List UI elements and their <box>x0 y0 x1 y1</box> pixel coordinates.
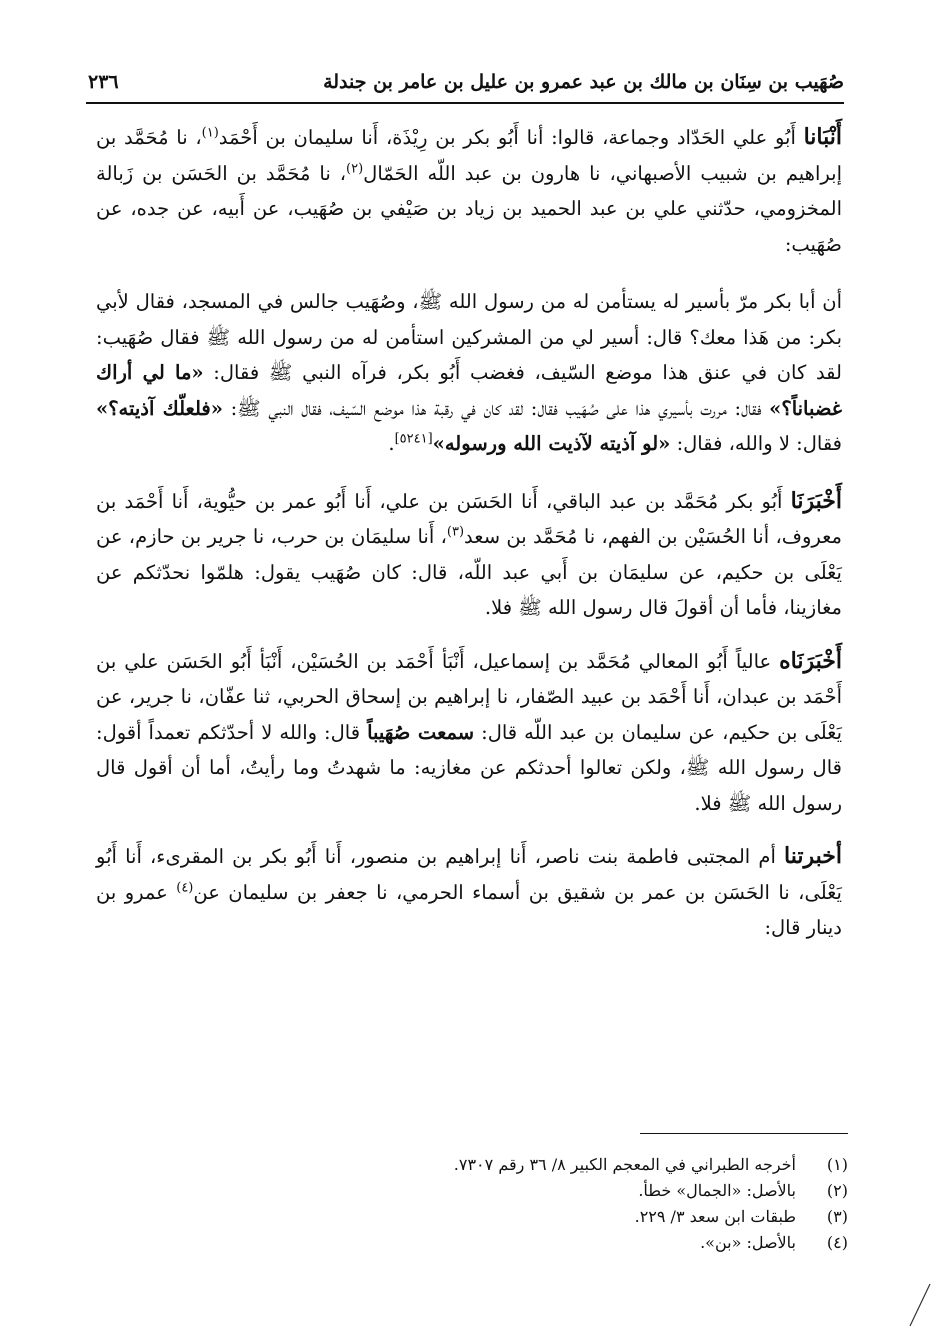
footnote-text: أخرجه الطبراني في المعجم الكبير ٨/ ٣٦ رقم ٧٣٠٧. <box>453 1155 796 1174</box>
footnote-text: طبقات ابن سعد ٣/ ٢٢٩. <box>634 1207 796 1226</box>
hadith-quote: «فلعلّك آذيته؟» <box>96 396 223 420</box>
footnote-item <box>300 1230 848 1256</box>
header-rule <box>86 102 844 104</box>
paragraph-text: أَبُو علي الحَدّاد وجماعة، قالوا: أنا أَبُو بكر بن رِيْذَة، أَنا سليمان بن أَحْمَد <box>218 126 804 149</box>
footnote-ref: (٤) <box>176 880 194 895</box>
footnote-text: بالأصل: «الجمال» خطأ. <box>638 1181 796 1200</box>
paragraph-lead: أَخْبَرَنَا <box>790 487 842 514</box>
paragraph-lead: أَنْبَانا <box>803 124 842 150</box>
bold-phrase: سمعت صُهَيباً <box>367 720 475 744</box>
footnote-number: (٣) <box>826 1207 848 1226</box>
hadith-quote: «ما لي أراك غضباناً؟» <box>96 361 842 420</box>
paragraph-end: . <box>388 432 395 455</box>
paragraph-4 <box>96 644 842 822</box>
paragraph-text: أن أبا بكر مرّ بأسير له يستأمن له من رسول الله ﷺ، وصُهَيب جالس في المسجد، فقال لأبي بكر: من هَذا معك؟ قال: أسير لي من المشركين استأمن له من رسول الله ﷺ فقال صُهَيب: لقد كان في عنق هذا موضع السّيف، فغضب أَبُو بكر، فرآه النبي ﷺ فقال: <box>96 290 842 384</box>
footnote-divider <box>640 1133 848 1134</box>
paragraph-lead: أخبرتنا <box>784 843 842 869</box>
paragraph-text: أَبُو بكر مُحَمَّد بن عبد الباقي، أَنا الحَسَن بن علي، أَنا أَبُو عمر بن حيُّوية، أَنا أَحْمَد بن معروف، أنا الحُسَيْن بن الفهم، نا مُحَمَّد بن سعد <box>96 489 842 548</box>
paragraph-3 <box>96 484 842 626</box>
scan-pen-mark <box>906 1282 932 1328</box>
footnote-item <box>300 1204 848 1230</box>
paragraph-text: قال: والله لا أحدّثكم تعمداً أقول: قال رسول الله ﷺ، ولكن تعالوا أحدثكم عن مغازيه: ما شهدتُ وما رأيتُ، أما أن أقول قال رسول الله ﷺ فلا. <box>96 720 842 815</box>
footnote-ref: (١) <box>201 125 219 141</box>
hadith-quote: «لو آذيته لآذيت الله ورسوله» <box>432 432 671 455</box>
pen-stroke <box>910 1284 930 1326</box>
footnote-text: بالأصل: «بن». <box>700 1233 796 1252</box>
footnote-item <box>300 1152 848 1178</box>
paragraph-text: ، أَنا سليمَان بن حرب، نا جرير بن حازم، عن يَعْلَى بن حكيم، عن سليمَان بن أَبي عبد اللّه، قال: كان صُهَيب يقول: هلمّوا نحدّثكم عن مغازينا، فأما أن أقولَ قال رسول الله ﷺ فلا. <box>96 525 842 619</box>
main-text <box>96 120 842 968</box>
footnote-number: (٢) <box>826 1181 848 1200</box>
paragraph-text: أم المجتبى فاطمة بنت ناصر، أَنا إبراهيم بن منصور، أَنا أَبُو بكر بن المقرىء، أَنا أَبُو يَعْلَى، نا الحَسَن بن عمر بن شقيق بن أسماء الحرمي، نا جعفر بن سليمان عن <box>96 845 842 904</box>
running-title: صُهَيب بن سِنَان بن مالك بن عبد عمرو بن عليل بن عامر بن جندلة <box>323 71 844 93</box>
paragraph-lead: أَخْبَرَنَاه <box>779 647 842 674</box>
footnote-number: (٤) <box>826 1233 848 1252</box>
paragraph-text: ، نا مُحَمَّد بن إبراهيم بن شبيب الأصبهاني، نا هارون بن عبد اللّه الحَمّال <box>96 126 842 185</box>
footnote-ref: (٣) <box>446 524 465 540</box>
paragraph-text: فقال: لا والله، فقال: <box>670 432 842 455</box>
footnotes <box>300 1152 848 1256</box>
page-number: ٢٣٦ <box>88 71 119 93</box>
page-header <box>88 62 844 102</box>
paragraph-5 <box>96 839 842 946</box>
paragraph-1 <box>96 120 842 262</box>
paragraph-text: عمرو بن دينار قال: <box>96 880 842 939</box>
paragraph-2 <box>96 284 842 462</box>
footnote-number: (١) <box>826 1155 848 1174</box>
paragraph-text: فقال: مررت بأسيري هذا على صُهَيب فقال: لقد كان في رقبة هذا موضع السّيف، فقال النبي ﷺ: <box>222 396 770 420</box>
paragraph-text: عالياً أَبُو المعالي مُحَمَّد بن إسماعيل، أَنْبَأ أَحْمَد بن الحُسَيْن، أَنْبَأ أَبُو الحَسَن علي بن أَحْمَد بن عبدان، أَنا أَحْمَد بن عبيد الصّفار، نا إبراهيم بن إسحاق الحربي، ثنا عفّان، نا جرير، عن يَعْلَى بن حكيم، عن سليمان بن عبد اللّه قال: <box>96 649 842 744</box>
paragraph-text: ، نا مُحَمَّد بن الحَسَن بن زَبالة المخزومي، حدّثني علي بن عبد الحميد بن زياد بن صَيْفي بن صُهَيب، عن أَبيه، عن جده، عن صُهَيب: <box>96 161 842 256</box>
hadith-number: [٥٢٤١] <box>394 431 433 447</box>
footnote-item <box>300 1178 848 1204</box>
footnote-ref: (٢) <box>346 161 364 176</box>
